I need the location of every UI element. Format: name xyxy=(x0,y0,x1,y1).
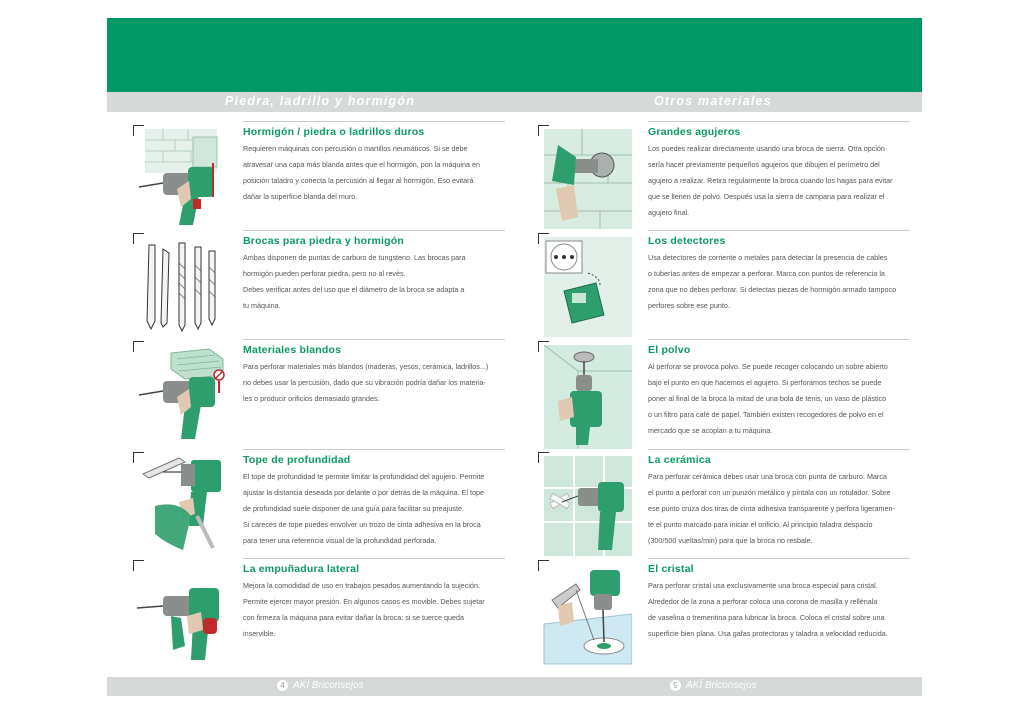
right-section-5 xyxy=(648,558,910,642)
right-section-5-title: El cristal xyxy=(648,558,910,575)
hammer-drill-brick-illustration xyxy=(133,125,227,233)
left-section-2-title: Brocas para piedra y hormigón xyxy=(243,230,505,247)
left-section-2-line-1: Ambas disponen de puntas de carburo de tungsteno. Las brocas para xyxy=(243,253,466,262)
left-section-4-line-1: El tope de profundidad te permite limitar la profundidad del agujero. Permite xyxy=(243,472,485,481)
left-section-1-line-1: Requieren máquinas con percusión o martillos neumáticos. Si se debe xyxy=(243,144,468,153)
right-section-1 xyxy=(648,121,910,221)
right-section-2 xyxy=(648,230,910,314)
hole-saw-illustration xyxy=(538,125,632,233)
left-section-4-line-3: de profundidad suele disponer de una guía para facilitar su preajuste. xyxy=(243,504,464,513)
right-section-title: Otros materiales xyxy=(654,94,772,108)
right-section-4-line-4: te el punto marcado para iniciar el orificio. Al principio taladra despacio xyxy=(648,520,873,529)
right-section-2-line-2: o tuberías antes de empezar a perforar. Marca con puntos de referencia la xyxy=(648,269,885,278)
right-section-3-line-5: mercado que se acoplan a tu máquina. xyxy=(648,426,773,435)
left-section-2-line-3: Debes verificar antes del uso que el diámetro de la broca se adapta a xyxy=(243,285,465,294)
right-section-3-title: El polvo xyxy=(648,339,910,356)
right-section-5-line-4: superficie bien plana. Usa gafas protectoras y taladra a velocidad reducida. xyxy=(648,629,888,638)
left-section-title: Piedra, ladrillo y hormigón xyxy=(225,94,416,108)
left-section-5-line-4: inservible. xyxy=(243,629,276,638)
left-section-1 xyxy=(243,121,505,205)
left-footer-brand: AKÍ Briconsejos xyxy=(293,680,364,691)
left-section-1-line-3: posición taladro y conecta la percusión al llegar al hormigón. Eso evitará xyxy=(243,176,474,185)
right-section-4-line-2: el punto a perforar con un punzón metálico y píntala con un rotulador. Sobre xyxy=(648,488,891,497)
detector-illustration xyxy=(538,233,632,341)
left-section-4-line-5: para tener una referencia visual de la profundidad perforada. xyxy=(243,536,437,545)
left-section-3-line-1: Para perforar materiales más blandos (maderas, yesos, cerámica, ladrillos...) xyxy=(243,362,489,371)
right-page-number: 5 xyxy=(670,680,681,691)
header-banner xyxy=(107,18,922,92)
left-section-3-line-3: les o producir orificios demasiado grandes. xyxy=(243,394,380,403)
footer-bar xyxy=(107,677,922,696)
right-section-3-line-3: poner al final de la broca la mitad de una bola de tenis, un vaso de plástico xyxy=(648,394,887,403)
side-handle-illustration xyxy=(133,560,227,668)
right-section-1-title: Grandes agujeros xyxy=(648,121,910,138)
right-section-3 xyxy=(648,339,910,439)
left-page-number: 4 xyxy=(277,680,288,691)
right-section-4-line-5: (300/500 vueltas/min) para que la broca no resbale. xyxy=(648,536,813,545)
right-footer-brand: AKÍ Briconsejos xyxy=(686,680,757,691)
depth-stop-illustration xyxy=(133,452,227,560)
drill-bits-illustration xyxy=(133,233,227,341)
right-section-1-line-5: agujero final. xyxy=(648,208,690,217)
left-section-2 xyxy=(243,230,505,314)
left-section-3 xyxy=(243,339,505,407)
right-section-3-line-4: o un filtro para café de papel. También existen recogedores de polvo en el xyxy=(648,410,884,419)
left-section-bar xyxy=(107,92,514,112)
right-section-4 xyxy=(648,449,910,549)
ceramic-tile-illustration xyxy=(538,452,632,560)
left-section-4-title: Tope de profundidad xyxy=(243,449,505,466)
right-section-3-line-1: Al perforar se provoca polvo. Se puede recoger colocando un sobre abierto xyxy=(648,362,888,371)
left-section-5-line-2: Permite ejercer mayor presión. En algunos casos es movible. Debes sujetar xyxy=(243,597,485,606)
left-section-5 xyxy=(243,558,505,642)
left-section-3-line-2: no debes usar la percusión, dado que su vibración podría dañar los materia- xyxy=(243,378,486,387)
left-section-3-title: Materiales blandos xyxy=(243,339,505,356)
left-section-5-title: La empuñadura lateral xyxy=(243,558,505,575)
right-section-5-line-2: Alrededor de la zona a perforar coloca una corona de masilla y rellénala xyxy=(648,597,878,606)
left-section-2-line-2: hormigón pueden perforar piedra, pero no al revés. xyxy=(243,269,406,278)
left-section-2-line-4: tu máquina. xyxy=(243,301,281,310)
right-section-3-line-2: bajo el punto en que hacemos el agujero. Si perforamos techos se puede xyxy=(648,378,882,387)
left-section-5-line-3: con firmeza la máquina para evitar dañar la broca: si se tuerce queda xyxy=(243,613,464,622)
right-section-5-line-1: Para perforar cristal usa exclusivamente una broca especial para cristal. xyxy=(648,581,878,590)
right-section-4-line-1: Para perforar cerámica debes usar una broca con punta de carburo. Marca xyxy=(648,472,887,481)
left-section-1-line-4: dañar la superficie blanda del muro. xyxy=(243,192,358,201)
left-section-4 xyxy=(243,449,505,549)
right-section-2-line-4: perfores sobre ese punto. xyxy=(648,301,730,310)
right-section-2-line-3: zona que no debes perforar. Si detectas piezas de hormigón armado tampoco xyxy=(648,285,897,294)
dust-collection-illustration xyxy=(538,341,632,451)
right-section-1-line-3: agujero a realizar. Retira regularmente la broca cuando los hagas para evitar xyxy=(648,176,893,185)
right-section-2-title: Los detectores xyxy=(648,230,910,247)
soft-material-drill-illustration xyxy=(133,341,227,451)
right-section-1-line-2: sería hacer previamente pequeños agujeros que dibujen el perímetro del xyxy=(648,160,880,169)
left-section-1-line-2: atravesar una capa más blanda antes que el hormigón, pon la máquina en xyxy=(243,160,480,169)
right-section-4-line-3: ese punto cruza dos tiras de cinta adhesiva transparente y perfora ligeramen- xyxy=(648,504,895,513)
glass-drilling-illustration xyxy=(538,560,632,668)
left-section-4-line-2: ajustar la distancia deseada por delante o por detrás de la máquina. El tope xyxy=(243,488,484,497)
right-section-bar xyxy=(514,92,922,112)
left-section-4-line-4: Si careces de tope puedes envolver un trozo de cinta adhesiva en la broca xyxy=(243,520,481,529)
right-section-2-line-1: Usa detectores de corriente o metales para detectar la presencia de cables xyxy=(648,253,888,262)
left-section-1-title: Hormigón / piedra o ladrillos duros xyxy=(243,121,505,138)
right-section-1-line-1: Los puedes realizar directamente usando una broca de sierra. Otra opción xyxy=(648,144,885,153)
right-section-5-line-3: de vaselina o trementina para lubricar la broca. Coloca el cristal sobre una xyxy=(648,613,885,622)
left-section-5-line-1: Mejora la comodidad de uso en trabajos pesados aumentando la sujeción. xyxy=(243,581,480,590)
right-section-4-title: La cerámica xyxy=(648,449,910,466)
right-section-1-line-4: que se llenen de polvo. Después usa la sierra de campana para realizar el xyxy=(648,192,885,201)
